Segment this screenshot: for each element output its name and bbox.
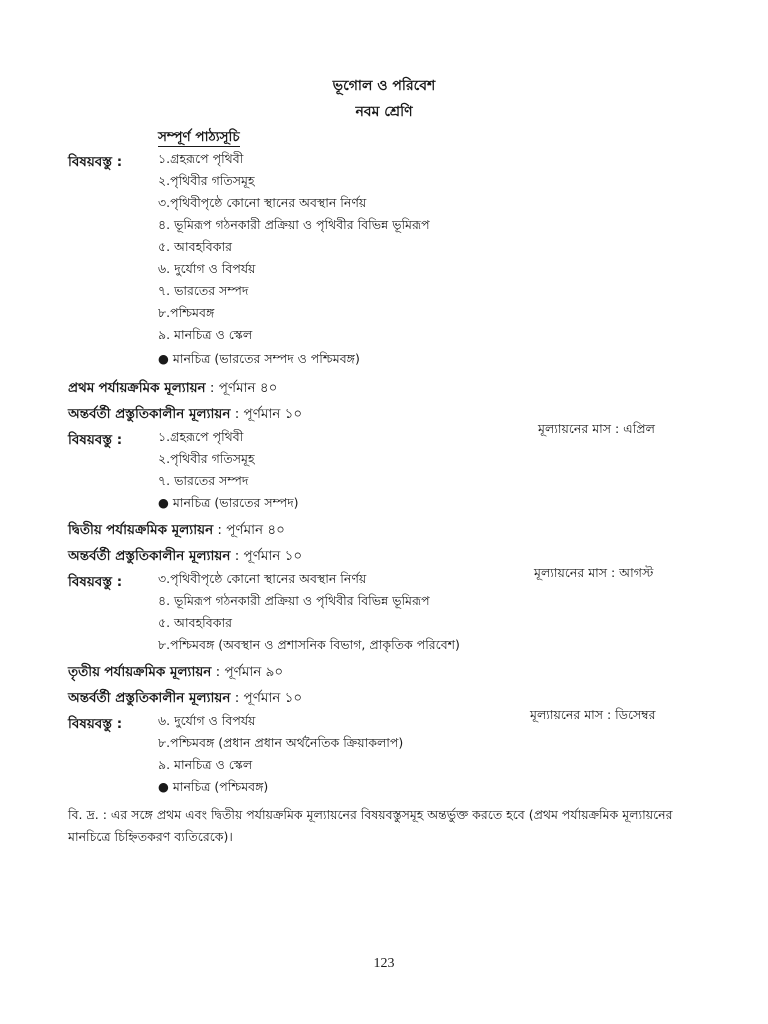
list-item: ● মানচিত্র (ভারতের সম্পদ ও পশ্চিমবঙ্গ) bbox=[158, 351, 360, 366]
note-paragraph: বি. দ্র. : এর সঙ্গে প্রথম এবং দ্বিতীয় পর্যায়ক্রমিক মূল্যায়নের বিষয়বস্তুসমূহ অন্তর্ভুক্ত করতে হবে (প্রথম পর্যায়ক্রমিক মূল্যায়নের মানচিত্রে চিহ্নিতকরণ ব্যতিরেকে)। bbox=[68, 807, 673, 844]
list-item: ২.পৃথিবীর গতিসমূহ bbox=[158, 173, 255, 188]
page-number: 123 bbox=[373, 956, 395, 971]
formative-eval-3: অন্তর্বর্তী প্রস্তুতিকালীন মূল্যায়ন : পূর্ণমান ১০ bbox=[68, 690, 303, 706]
list-item: ৮.পশ্চিমবঙ্গ bbox=[158, 305, 215, 320]
list-item: ৫. আবহবিকার bbox=[158, 239, 232, 254]
eval-month-1: মূল্যায়নের মাস : এপ্রিল bbox=[538, 421, 655, 436]
content-label-1: বিষয়বস্তু : bbox=[68, 432, 123, 448]
list-item: ৩.পৃথিবীপৃষ্ঠে কোনো স্থানের অবস্থান নির্ণয় bbox=[158, 195, 367, 210]
content-label-3: বিষয়বস্তু : bbox=[68, 716, 123, 732]
list-item: ৫. আবহবিকার bbox=[158, 615, 232, 630]
syllabus-heading: সম্পূর্ণ পাঠ্যসূচি bbox=[158, 129, 240, 145]
list-item: ● মানচিত্র (ভারতের সম্পদ) bbox=[158, 495, 299, 510]
subject-title: ভূগোল ও পরিবেশ bbox=[332, 78, 436, 94]
list-item: ৬. দুর্যোগ ও বিপর্যয় bbox=[158, 713, 256, 728]
list-item: ১.গ্রহরূপে পৃথিবী bbox=[158, 429, 244, 444]
class-title: নবম শ্রেণি bbox=[355, 104, 413, 120]
summative-eval-3: তৃতীয় পর্যায়ক্রমিক মূল্যায়ন : পূর্ণমান ৯০ bbox=[68, 664, 284, 680]
summative-eval-2: দ্বিতীয় পর্যায়ক্রমিক মূল্যায়ন : পূর্ণমান ৪০ bbox=[68, 522, 285, 538]
content-label-full: বিষয়বস্তু : bbox=[68, 154, 123, 170]
list-item: ৮.পশ্চিমবঙ্গ (প্রধান প্রধান অর্থনৈতিক ক্রিয়াকলাপ) bbox=[158, 735, 404, 750]
list-item: ৭. ভারতের সম্পদ bbox=[158, 473, 249, 488]
summative-eval-1: প্রথম পর্যায়ক্রমিক মূল্যায়ন : পূর্ণমান ৪০ bbox=[68, 380, 278, 396]
list-item: ৯. মানচিত্র ও স্কেল bbox=[158, 757, 253, 772]
list-item: ৩.পৃথিবীপৃষ্ঠে কোনো স্থানের অবস্থান নির্ণয় bbox=[158, 571, 367, 586]
formative-eval-1: অন্তর্বর্তী প্রস্তুতিকালীন মূল্যায়ন : পূর্ণমান ১০ bbox=[68, 406, 303, 422]
formative-eval-2: অন্তর্বর্তী প্রস্তুতিকালীন মূল্যায়ন : পূর্ণমান ১০ bbox=[68, 548, 303, 564]
list-item: ১.গ্রহরূপে পৃথিবী bbox=[158, 151, 244, 166]
eval-month-2: মূল্যায়নের মাস : আগস্ট bbox=[534, 565, 654, 580]
list-item: ● মানচিত্র (পশ্চিমবঙ্গ) bbox=[158, 779, 269, 794]
eval-month-3: মূল্যায়নের মাস : ডিসেম্বর bbox=[530, 707, 656, 722]
list-item: ৬. দুর্যোগ ও বিপর্যয় bbox=[158, 261, 256, 276]
list-item: ৭. ভারতের সম্পদ bbox=[158, 283, 249, 298]
list-item: ৮.পশ্চিমবঙ্গ (অবস্থান ও প্রশাসনিক বিভাগ, প্রাকৃতিক পরিবেশ) bbox=[158, 637, 460, 652]
list-item: ২.পৃথিবীর গতিসমূহ bbox=[158, 451, 255, 466]
content-label-2: বিষয়বস্তু : bbox=[68, 574, 123, 590]
list-item: ৪. ভূমিরূপ গঠনকারী প্রক্রিয়া ও পৃথিবীর বিভিন্ন ভূমিরূপ bbox=[158, 217, 430, 232]
list-item: ৯. মানচিত্র ও স্কেল bbox=[158, 327, 253, 342]
list-item: ৪. ভূমিরূপ গঠনকারী প্রক্রিয়া ও পৃথিবীর বিভিন্ন ভূমিরূপ bbox=[158, 593, 430, 608]
